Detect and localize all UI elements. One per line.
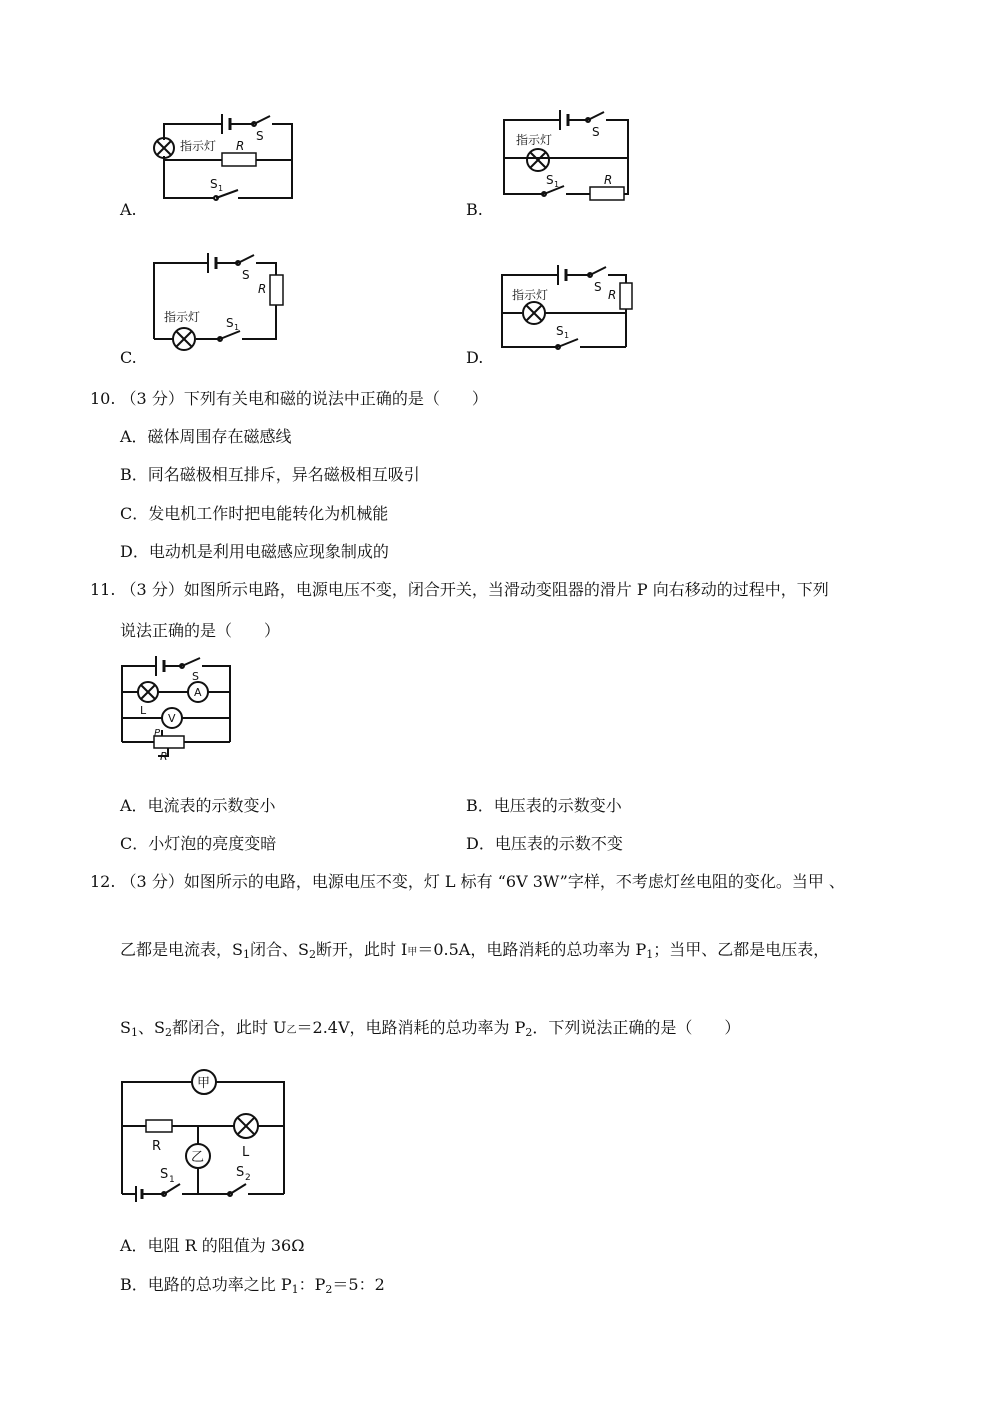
svg-text:R: R [258, 282, 267, 296]
svg-text:1: 1 [169, 1175, 175, 1185]
svg-text:指示灯: 指示灯 [512, 288, 549, 302]
indicator-label: 指示灯 [180, 139, 217, 153]
q12-stem-line2: 乙都是电流表，$S_1$闭合、$S_2$断开，此时 I甲＝0.5A，电路消耗的总功率为 $P_1$；当甲、乙都是电压表， [120, 940, 830, 961]
q11-option-c[interactable]: C．小灯泡的亮度变暗 [120, 834, 277, 853]
svg-text:指示灯: 指示灯 [164, 310, 201, 324]
svg-text:L: L [140, 704, 147, 717]
q10-option-a[interactable]: A．磁体周围存在磁感线 [120, 427, 292, 446]
svg-text:S: S [160, 1167, 169, 1182]
q11-option-d[interactable]: D．电压表的示数不变 [466, 834, 623, 853]
svg-text:S: S [236, 1165, 245, 1180]
svg-text:R: R [608, 288, 617, 302]
svg-text:1: 1 [554, 180, 560, 189]
q10-text: 下列有关电和磁的说法中正确的是（ ） [183, 389, 488, 408]
q11-score: （3 分） [120, 580, 184, 599]
q11-stem-line2: 说法正确的是（ ） [120, 621, 281, 640]
q12-stem-line3: $S_1$、$S_2$都闭合，此时 U乙＝2.4V，电路消耗的总功率为 $P_2$．下列说法正确的是（ ） [120, 1018, 741, 1039]
q9-circuit-b [500, 98, 635, 203]
q11-option-b[interactable]: B．电压表的示数变小 [466, 796, 622, 815]
svg-text:L: L [242, 1145, 250, 1160]
svg-text:R: R [604, 173, 613, 187]
q9-circuit-c [148, 247, 293, 357]
q12-number: 12. [90, 872, 116, 891]
svg-text:S: S [556, 324, 564, 338]
svg-text:S: S [594, 280, 602, 294]
q9-option-c[interactable]: C. [120, 348, 137, 367]
q12-option-a[interactable]: A．电阻 R 的阻值为 36Ω [120, 1236, 305, 1255]
q10-option-b[interactable]: B．同名磁极相互排斥，异名磁极相互吸引 [120, 465, 420, 484]
resistor-label: R [236, 139, 245, 153]
q11-circuit-detail [118, 652, 238, 762]
meter-jia-label: 甲 [197, 1076, 211, 1091]
q10-stem [90, 389, 488, 409]
svg-text:S: S [226, 316, 234, 330]
svg-text:R: R [160, 750, 168, 763]
q11-number: 11. [90, 580, 116, 599]
q10-option-c[interactable]: C．发电机工作时把电能转化为机械能 [120, 504, 389, 523]
q11-option-a[interactable]: A．电流表的示数变小 [120, 796, 276, 815]
switch-s1-label: S [210, 177, 218, 191]
q10-option-d[interactable]: D．电动机是利用电磁感应现象制成的 [120, 542, 389, 561]
q12-stem-line1: 12. （3 分）如图所示的电路，电源电压不变，灯 L 标有 “6V 3W”字样，不考虑灯丝电阻的变化。当甲 、 [90, 872, 845, 891]
svg-text:P: P [154, 728, 161, 739]
svg-text:2: 2 [245, 1173, 251, 1183]
q12-option-b[interactable]: B．电路的总功率之比 $P_1$：$P_2=5$：2 [120, 1275, 385, 1296]
q10-score: （3 分） [120, 389, 184, 408]
ammeter-label: A [194, 686, 202, 699]
q9-option-b[interactable]: B. [466, 200, 483, 219]
svg-text:R: R [152, 1139, 162, 1154]
q9-circuit-d [496, 255, 641, 360]
meter-yi-label: 乙 [191, 1150, 205, 1165]
q11-stem-line1: 11. （3 分）如图所示电路，电源电压不变，闭合开关，当滑动变阻器的滑片 P 向右移动的过程中，下列 [90, 580, 829, 599]
svg-text:S: S [592, 125, 600, 139]
svg-text:1: 1 [234, 323, 240, 332]
q10-number: 10. [90, 389, 116, 408]
svg-text:S: S [242, 268, 250, 282]
svg-text:1: 1 [564, 331, 570, 340]
q9-circuit-a [150, 100, 300, 205]
switch-s-label: S [256, 129, 264, 143]
svg-text:1: 1 [218, 184, 224, 193]
svg-text:S: S [192, 670, 199, 683]
svg-text:S: S [546, 173, 554, 187]
q12-circuit [118, 1068, 293, 1203]
q12-score: （3 分） [120, 872, 184, 891]
svg-text:指示灯: 指示灯 [516, 133, 553, 147]
voltmeter-label: V [168, 712, 176, 725]
q9-option-d[interactable]: D. [466, 348, 484, 367]
q9-option-a[interactable]: A. [120, 200, 137, 219]
